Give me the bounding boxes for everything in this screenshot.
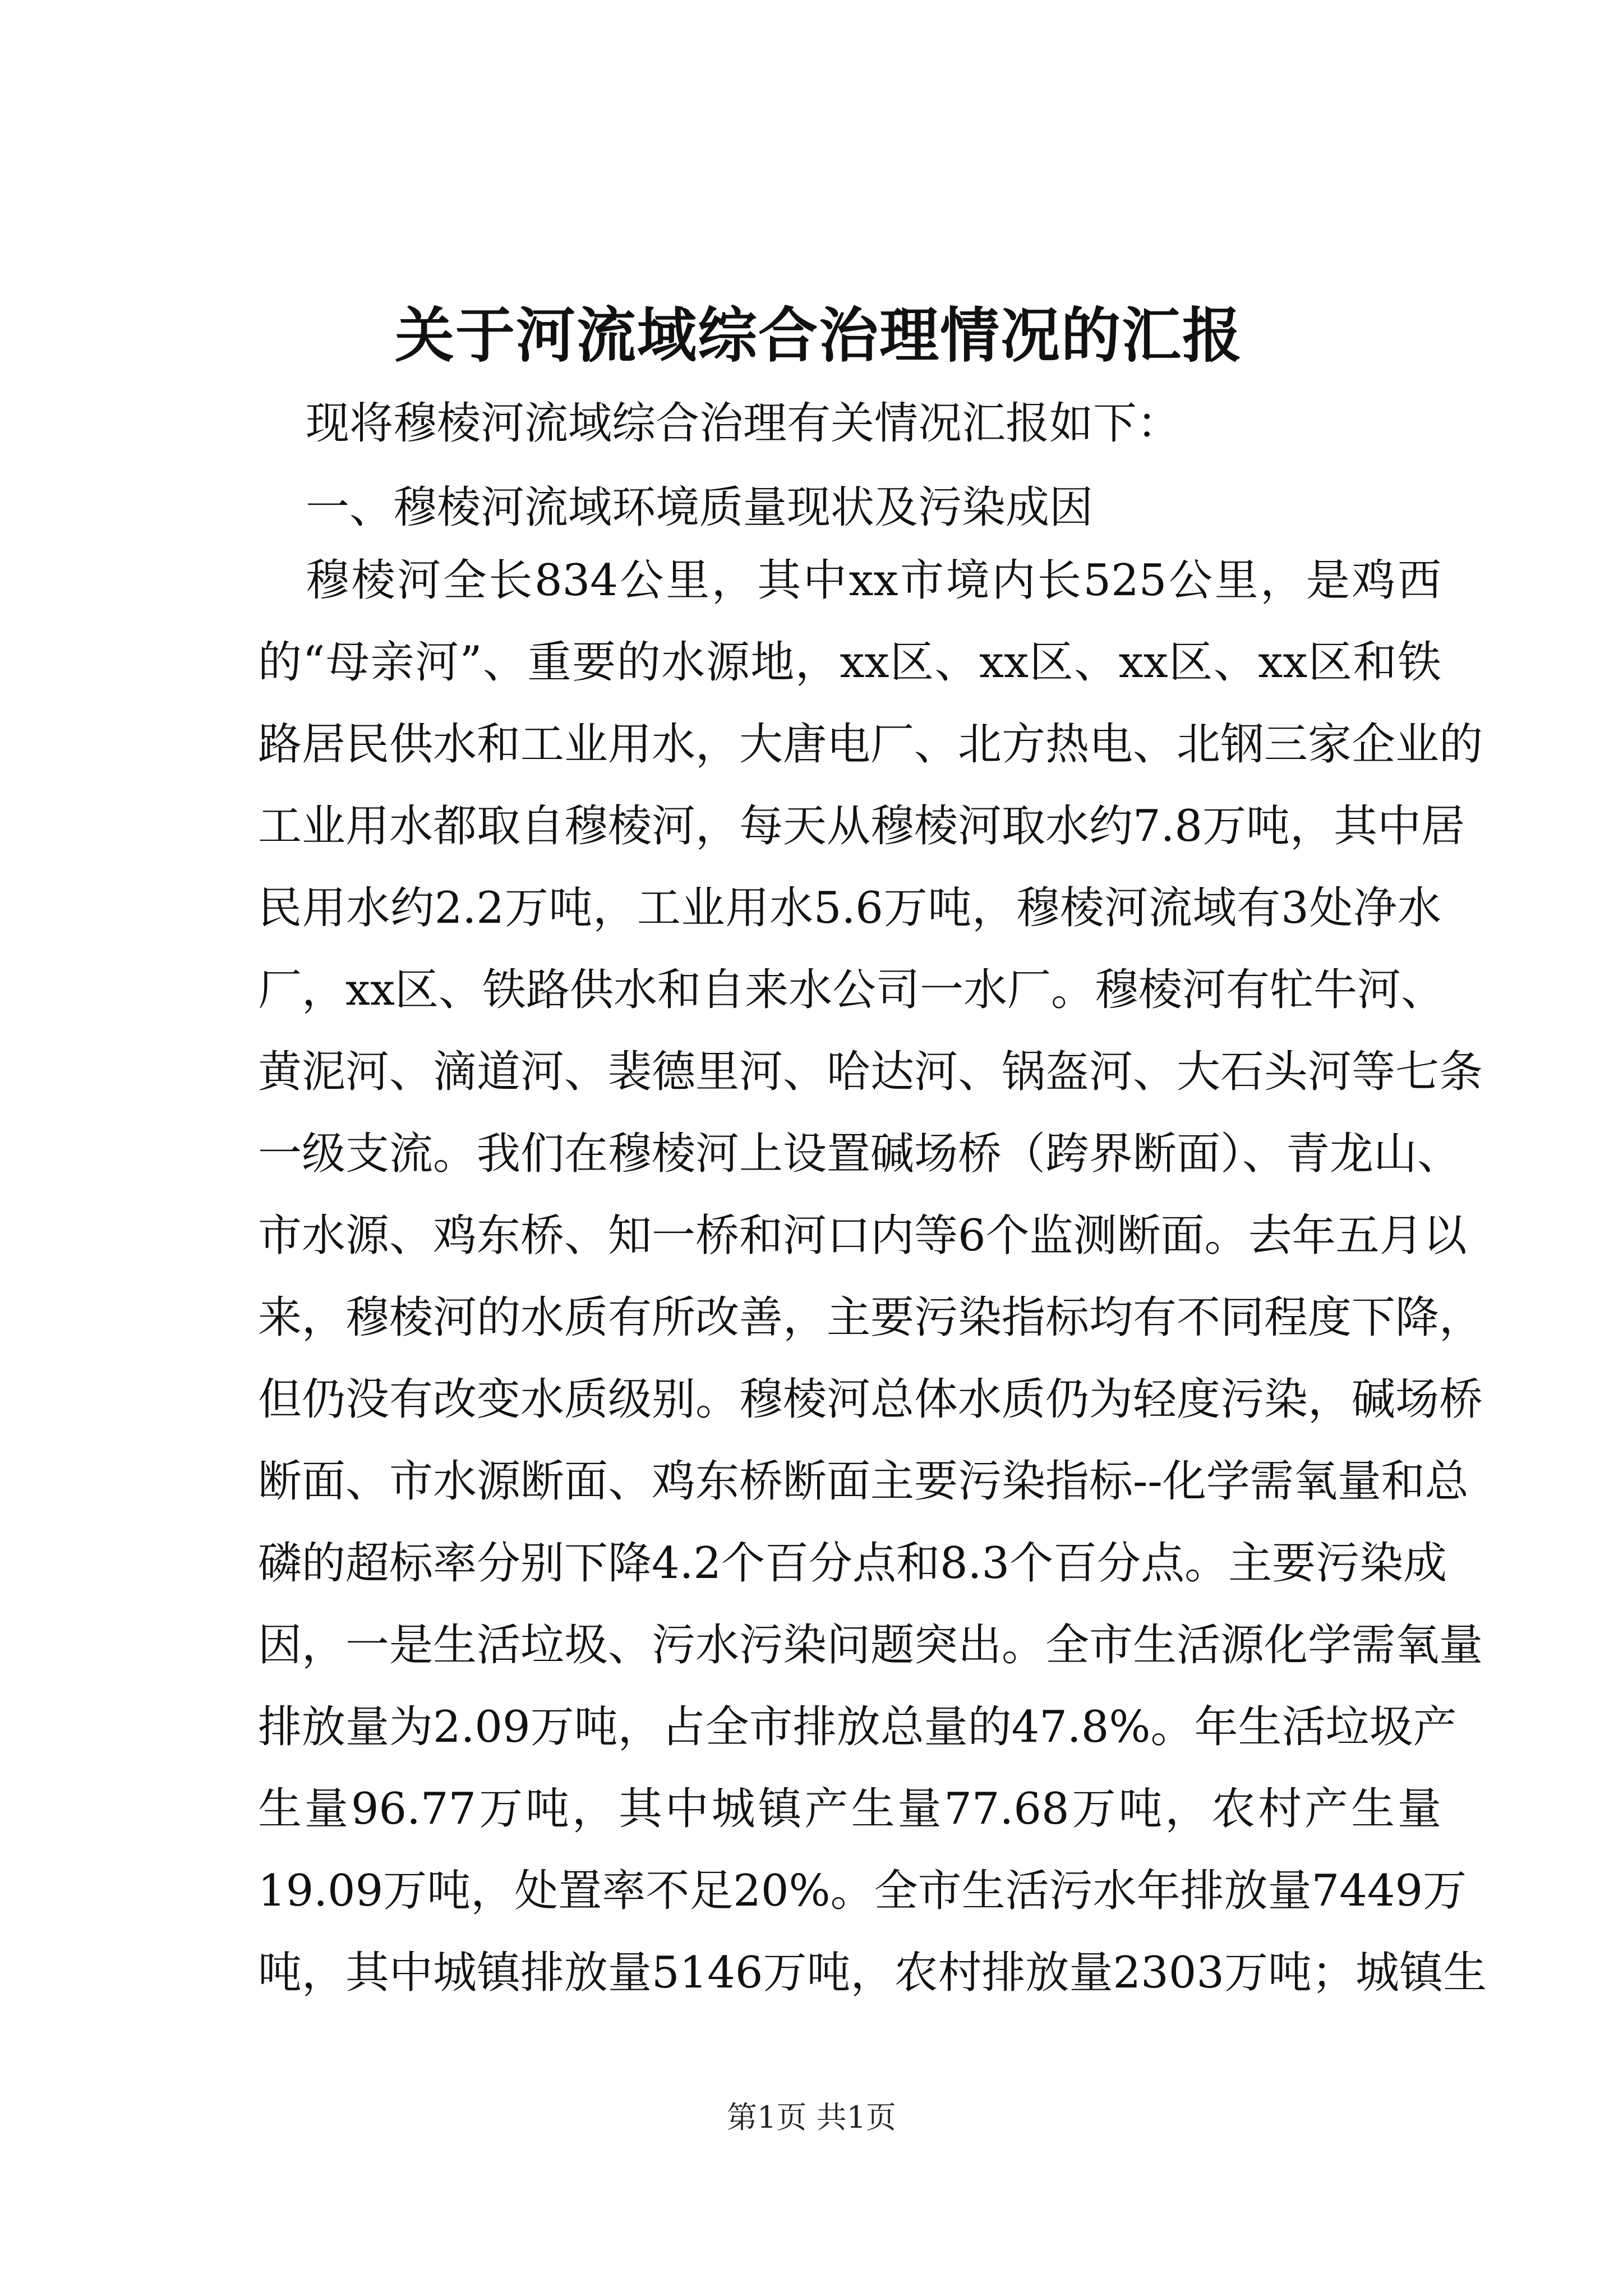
section-heading: 一、穆棱河流域环境质量现状及污染成因 [306,482,1094,533]
body-line: 磷的超标率分别下降4.2个百分点和8.3个百分点。主要污染成 [258,1538,1447,1589]
body-line: 的“母亲河”、重要的水源地，xx区、xx区、xx区、xx区和铁 [258,637,1441,688]
body-line: 穆棱河全长834公里，其中xx市境内长525公里，是鸡西 [306,555,1441,606]
body-line: 民用水约2.2万吨，工业用水5.6万吨，穆棱河流域有3处净水 [258,883,1441,933]
body-line: 工业用水都取自穆棱河，每天从穆棱河取水约7.8万吨，其中居 [258,801,1465,852]
body-line: 来，穆棱河的水质有所改善，主要污染指标均有不同程度下降， [258,1292,1483,1343]
body-line: 排放量为2.09万吨，占全市排放总量的47.8%。年生活垃圾产 [258,1702,1457,1752]
body-line: 路居民供水和工业用水，大唐电厂、北方热电、北钢三家企业的 [258,719,1483,770]
body-line: 19.09万吨，处置率不足20%。全市生活污水年排放量7449万 [258,1866,1467,1916]
body-line: 一级支流。我们在穆棱河上设置碱场桥（跨界断面）、青龙山、 [258,1129,1461,1179]
body-line: 黄泥河、滴道河、裴德里河、哈达河、锅盔河、大石头河等七条 [258,1047,1483,1097]
body-line: 吨，其中城镇排放量5146万吨，农村排放量2303万吨；城镇生 [258,1948,1487,1998]
page-footer: 第1页 共1页 [727,2100,896,2135]
body-line: 断面、市水源断面、鸡东桥断面主要污染指标--化学需氧量和总 [258,1456,1469,1507]
body-line: 但仍没有改变水质级别。穆棱河总体水质仍为轻度污染，碱场桥 [258,1374,1483,1425]
body-line: 因，一是生活垃圾、污水污染问题突出。全市生活源化学需氧量 [258,1620,1483,1671]
body-line: 生量96.77万吨，其中城镇产生量77.68万吨，农村产生量 [258,1784,1441,1834]
intro-line: 现将穆棱河流域综合治理有关情况汇报如下： [306,398,1181,449]
document-title: 关于河流域综合治理情况的汇报 [395,300,1243,370]
body-line: 市水源、鸡东桥、知一桥和河口内等6个监测断面。去年五月以 [258,1211,1467,1261]
body-line: 厂，xx区、铁路供水和自来水公司一水厂。穆棱河有牤牛河、 [258,965,1445,1015]
